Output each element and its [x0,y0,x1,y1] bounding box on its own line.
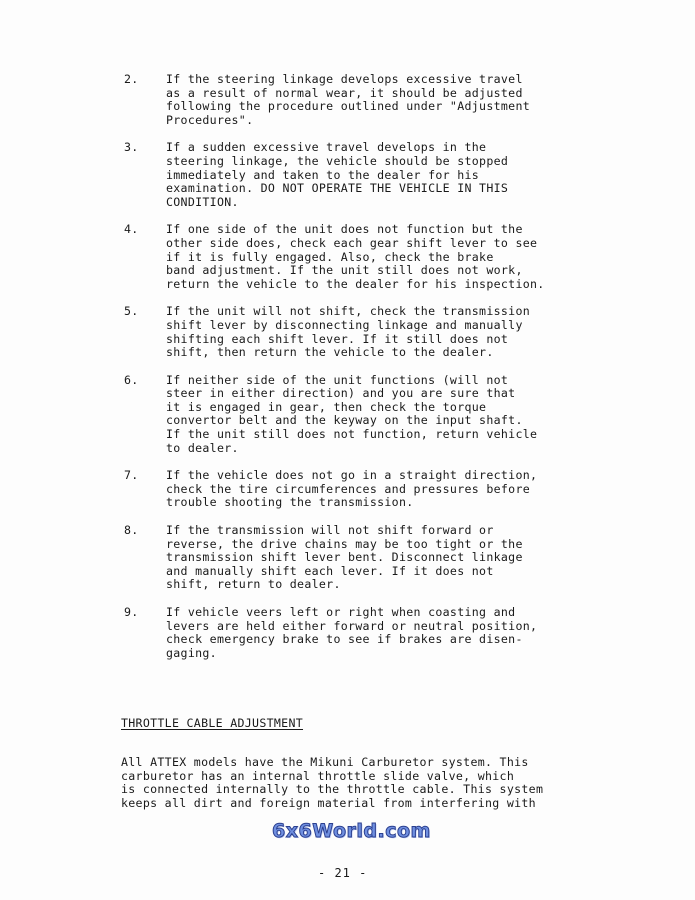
troubleshooting-list [124,73,594,660]
item-number: 6. [124,372,139,387]
list-item [124,223,594,291]
item-number: 3. [124,140,139,155]
item-text: If neither side of the unit functions (will not steer in either direction) and you are sure that it is engaged in gear, then check the torque convertor belt and the keyway on the input shaft. If the unit still does not function, return vehicle to dealer. [166,372,538,455]
list-item [124,524,594,592]
item-number: 8. [124,523,139,538]
page-number: - 21 - [318,866,368,880]
item-text: If the steering linkage develops excessive travel as a result of normal wear, it should be adjusted following the procedure outlined under "Adjustment Procedures". [166,72,531,127]
list-item [124,73,594,127]
item-text: If the vehicle does not go in a straight direction, check the tire circumferences and pressures before trouble shooting the transmission. [166,468,538,510]
item-number: 4. [124,222,139,237]
item-number: 9. [124,605,139,619]
watermark-logo: 6x6World.com [272,820,431,842]
item-text: If a sudden excessive travel develops in the steering linkage, the vehicle should be stopped immediately and taken to the dealer for his examination. DO NOT OPERATE THE VEHICLE IN THIS CONDITION. [166,140,509,209]
item-text: If the transmission will not shift forward or reverse, the drive chains may be too tight or the transmission shift lever bent. Disconnect linkage and manually shift each lever. If it does not shift, return to dealer. [166,523,523,592]
list-item [124,469,594,510]
item-number: 7. [124,468,139,483]
item-number: 5. [124,304,139,319]
list-item [124,606,594,660]
section-paragraph: All ATTEX models have the Mikuni Carburetor system. This carburetor has an internal throttle slide valve, which is connected internally to the throttle cable. This system keeps all dirt and foreign material from interfering with [121,755,544,810]
item-text: If the unit will not shift, check the transmission shift lever by disconnecting linkage and manually shifting each shift lever. If it still does not shift, then return the vehicle to the dealer. [166,304,531,360]
section-heading: THROTTLE CABLE ADJUSTMENT [121,716,304,730]
item-number: 2. [124,72,139,86]
item-text: If one side of the unit does not function but the other side does, check each gear shift lever to see if it is fully engaged. Also, check the brake band adjustment. If the unit still does not work, return the vehicle to the dealer for his inspection. [166,222,545,291]
item-text: If vehicle veers left or right when coasting and levers are held either forward or neutral position, check emergency brake to see if brakes are disen- gaging. [166,605,538,660]
list-item [124,141,594,209]
list-item [124,305,594,359]
list-item [124,374,594,456]
